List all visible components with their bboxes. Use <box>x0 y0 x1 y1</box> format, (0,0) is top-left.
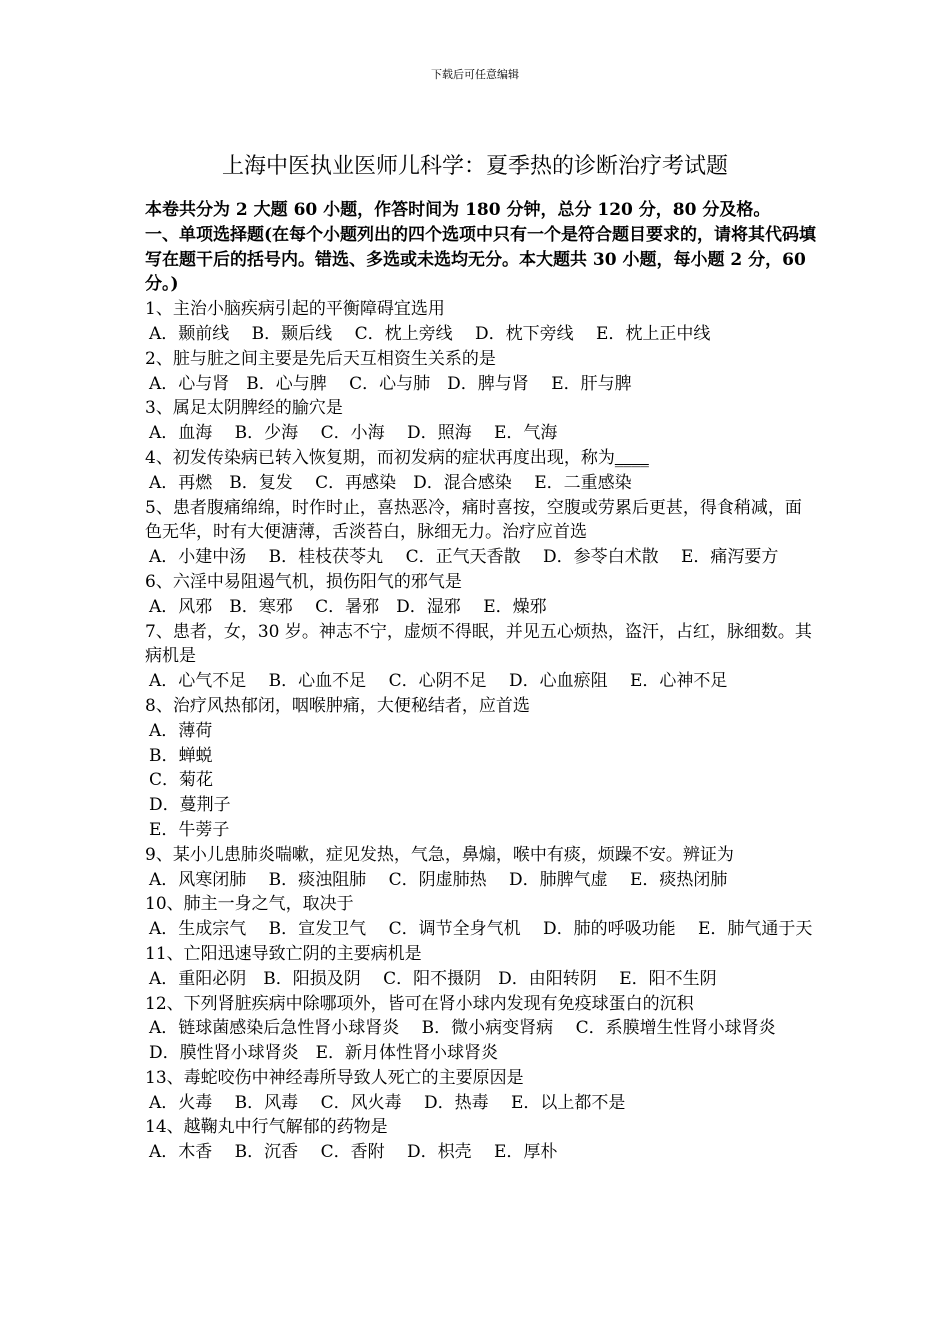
question-item <box>145 1066 817 1116</box>
answer-options: E．牛蒡子 <box>149 819 230 840</box>
question-stem-text: 1、主治小脑疾病引起的平衡障碍宜选用 <box>145 299 445 320</box>
question-stem <box>145 892 817 917</box>
question-stem <box>145 496 817 546</box>
question-stem <box>145 620 817 670</box>
question-stem <box>145 694 817 719</box>
question-stem-text: 8、治疗风热郁闭，咽喉肿痛，大便秘结者，应首选 <box>145 695 530 716</box>
question-stem <box>145 843 817 868</box>
question-stem-text: 3、属足太阴脾经的腧穴是 <box>145 398 343 419</box>
question-stem-text: 10、肺主一身之气，取决于 <box>145 894 354 915</box>
answer-options: A．火毒 B．风毒 C．风火毒 D．热毒 E．以上都不是 <box>149 1092 626 1113</box>
answer-blank: ____ <box>614 447 649 468</box>
question-stem <box>145 942 817 967</box>
question-stem-text: 7、患者，女，30 岁。神志不宁，虚烦不得眠，并见五心烦热，盗汗，占红，脉细数。其病机是 <box>145 621 812 667</box>
answer-options: A．生成宗气 B．宣发卫气 C．调节全身气机 D．肺的呼吸功能 E．肺气通于天 <box>149 919 813 940</box>
answer-options: A．链球菌感染后急性肾小球肾炎 B．微小病变肾病 C．系膜增生性肾小球肾炎 D．膜性肾小球肾炎 E．新月体性肾小球肾炎 <box>149 1018 793 1064</box>
exam-intro <box>145 198 817 297</box>
question-item <box>145 570 817 620</box>
question-list <box>145 297 817 1165</box>
answer-options: A．薄荷 <box>149 720 213 741</box>
question-stem <box>145 1066 817 1091</box>
answer-options: A．心气不足 B．心血不足 C．心阴不足 D．心血瘀阻 E．心神不足 <box>149 671 728 692</box>
question-stem-text: 2、脏与脏之间主要是先后天互相资生关系的是 <box>145 348 496 369</box>
question-item <box>145 446 817 496</box>
answer-options: A．血海 B．少海 C．小海 D．照海 E．气海 <box>149 423 558 444</box>
question-stem <box>145 297 817 322</box>
question-stem-text: 5、患者腹痛绵绵，时作时止，喜热恶冷，痛时喜按，空腹或劳累后更甚，得食稍减，面色无华，时有大便溏薄，舌淡苔白，脉细无力。治疗应首选 <box>145 497 802 543</box>
answer-options: A．风寒闭肺 B．痰浊阻肺 C．阴虚肺热 D．肺脾气虚 E．痰热闭肺 <box>149 869 728 890</box>
question-stem <box>145 570 817 595</box>
question-stem-text: 13、毒蛇咬伤中神经毒所导致人死亡的主要原因是 <box>145 1067 524 1088</box>
question-stem <box>145 396 817 421</box>
question-stem <box>145 446 817 471</box>
question-item <box>145 942 817 992</box>
question-item <box>145 347 817 397</box>
question-stem-text: 14、越鞠丸中行气解郁的药物是 <box>145 1117 388 1138</box>
question-stem <box>145 1115 817 1140</box>
answer-options: A．再燃 B．复发 C．再感染 D．混合感染 E．二重感染 <box>149 472 632 493</box>
question-stem-text: 12、下列肾脏疾病中除哪项外，皆可在肾小球内发现有免疫球蛋白的沉积 <box>145 993 694 1014</box>
question-item <box>145 694 817 843</box>
section-instructions: 一、单项选择题(在每个小题列出的四个选项中只有一个是符合题目要求的，请将其代码填写在题干后的括号内。错选、多选或未选均无分。本大题共 30 小题，每小题 2 分，60 分。) <box>145 224 817 295</box>
question-item <box>145 620 817 694</box>
question-stem-text: 9、某小儿患肺炎喘嗽，症见发热，气急，鼻煽，喉中有痰，烦躁不安。辨证为 <box>145 844 734 865</box>
question-stem <box>145 347 817 372</box>
document-body <box>145 198 817 1165</box>
answer-options: A．心与肾 B．心与脾 C．心与肺 D．脾与肾 E．肝与脾 <box>149 373 632 394</box>
answer-options: A．风邪 B．寒邪 C．暑邪 D．湿邪 E．燥邪 <box>149 596 547 617</box>
header-note: 下载后可任意编辑 <box>431 68 519 81</box>
question-item <box>145 1115 817 1165</box>
document-title: 上海中医执业医师儿科学：夏季热的诊断治疗考试题 <box>221 154 728 179</box>
question-item <box>145 396 817 446</box>
question-item <box>145 992 817 1066</box>
answer-options: A．重阳必阴 B．阳损及阴 C．阳不摄阴 D．由阳转阴 E．阳不生阴 <box>149 968 717 989</box>
answer-options: D．蔓荆子 <box>149 795 231 816</box>
question-stem-text: 6、六淫中易阻遏气机，损伤阳气的邪气是 <box>145 571 462 592</box>
question-item <box>145 843 817 893</box>
answer-options: C．菊花 <box>149 770 214 791</box>
answer-options: B．蝉蜕 <box>149 745 213 766</box>
exam-info: 本卷共分为 2 大题 60 小题，作答时间为 180 分钟，总分 120 分，80 分及格。 <box>145 200 771 220</box>
question-item <box>145 892 817 942</box>
answer-options: A．小建中汤 B．桂枝茯苓丸 C．正气天香散 D．参苓白术散 E．痛泻要方 <box>149 547 779 568</box>
answer-options: A．颞前线 B．颞后线 C．枕上旁线 D．枕下旁线 E．枕上正中线 <box>149 323 711 344</box>
question-item <box>145 496 817 570</box>
question-item <box>145 297 817 347</box>
question-stem <box>145 992 817 1017</box>
answer-options: A．木香 B．沉香 C．香附 D．枳壳 E．厚朴 <box>149 1142 558 1163</box>
question-stem-text: 4、初发传染病已转入恢复期，而初发病的症状再度出现，称为 <box>145 447 615 468</box>
question-stem-text: 11、亡阳迅速导致亡阴的主要病机是 <box>145 943 422 964</box>
